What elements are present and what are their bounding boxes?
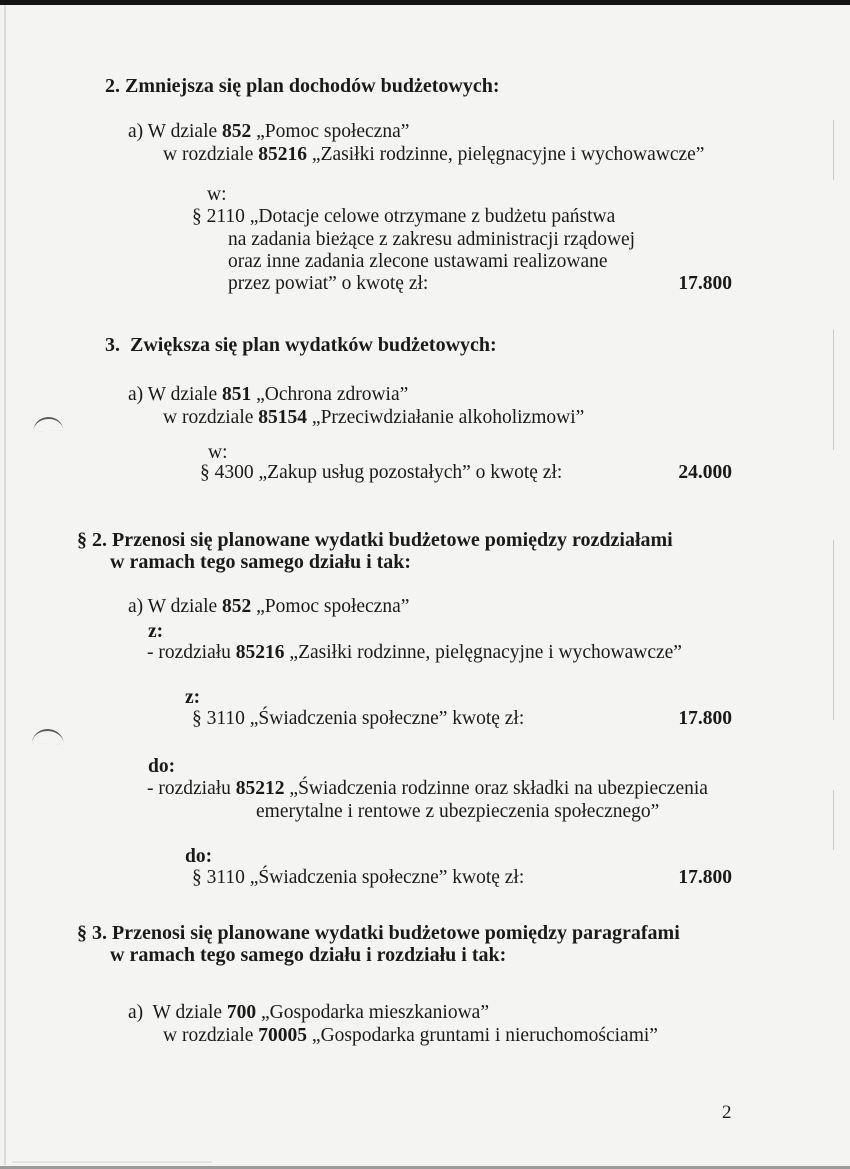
text: w rozdziale — [163, 144, 259, 165]
scan-border-top — [0, 0, 850, 5]
dzial-code: 852 — [222, 121, 252, 142]
section-heading-2: 2. Zmniejsza się plan dochodów budżetowych: — [105, 75, 500, 97]
label-z: z: — [185, 687, 201, 708]
dzial-code: 851 — [222, 384, 252, 405]
label-w: w: — [208, 442, 228, 463]
scan-edge-left — [4, 5, 6, 1165]
text: w rozdziale — [163, 407, 259, 428]
pen-mark — [33, 416, 64, 432]
line-rozdzial-85216 — [163, 143, 704, 166]
rozdzial-code: 85154 — [258, 407, 308, 428]
section-heading-3: 3. Zwiększa się plan wydatków budżetowych: — [105, 334, 497, 356]
text: „Zasiłki rodzinne, pielęgnacyjne i wychowawcze” — [284, 642, 682, 663]
paragraph-3110-line: § 3110 „Świadczenia społeczne” kwotę zł: — [192, 708, 525, 729]
scan-edge-right — [833, 330, 834, 450]
line-dzial-851 — [128, 383, 408, 406]
line-rozdzial-85212-to-cont: emerytalne i rentowe z ubezpieczenia społecznego” — [256, 801, 660, 822]
amount-value: 17.800 — [678, 273, 732, 294]
page-number: 2 — [722, 1102, 732, 1123]
par2-heading-line1: § 2. Przenosi się planowane wydatki budżetowe pomiędzy rozdziałami — [77, 529, 673, 551]
rozdzial-code: 85212 — [235, 778, 285, 799]
par3-heading-line2: w ramach tego samego działu i rozdziału i tak: — [110, 944, 507, 966]
text: „Przeciwdziałanie alkoholizmowi” — [307, 407, 585, 428]
text: „Ochrona zdrowia” — [251, 384, 409, 405]
text: a) W dziale — [128, 596, 223, 617]
label-w: w: — [207, 184, 227, 205]
text: a) W dziale — [128, 1002, 227, 1023]
dzial-code: 852 — [222, 596, 252, 617]
paragraph-3110-line: § 3110 „Świadczenia społeczne” kwotę zł: — [192, 867, 525, 888]
label-do: do: — [185, 846, 213, 867]
text: „Świadczenia rodzinne oraz składki na ubezpieczenia — [284, 778, 708, 799]
line-dzial-852 — [128, 595, 409, 618]
scan-edge-right — [833, 790, 834, 850]
line-dzial-852 — [128, 120, 409, 143]
scan-streak — [12, 1161, 212, 1163]
amount-value: 24.000 — [678, 462, 732, 483]
paragraph-2110-line2: na zadania bieżące z zakresu administracji rządowej — [228, 229, 636, 250]
rozdzial-code: 70005 — [258, 1025, 308, 1046]
line-dzial-700 — [128, 1001, 489, 1024]
line-rozdzial-70005 — [163, 1024, 658, 1047]
text: „Gospodarka mieszkaniowa” — [256, 1002, 489, 1023]
text: a) W dziale — [128, 384, 223, 405]
dzial-code: 700 — [226, 1002, 257, 1023]
rozdzial-code: 85216 — [235, 642, 285, 663]
text: - rozdziału — [147, 642, 236, 663]
paragraph-2110-line1: § 2110 „Dotacje celowe otrzymane z budżetu państwa — [192, 206, 616, 227]
scan-edge-right — [833, 120, 834, 180]
text: „Gospodarka gruntami i nieruchomościami” — [307, 1025, 658, 1046]
pen-mark — [32, 728, 65, 744]
amount-value: 17.800 — [678, 708, 732, 729]
par2-heading-line2: w ramach tego samego działu i tak: — [110, 551, 412, 573]
text: - rozdziału — [147, 778, 236, 799]
text: „Zasiłki rodzinne, pielęgnacyjne i wychowawcze” — [307, 144, 705, 165]
label-do: do: — [148, 756, 176, 777]
par3-heading-line1: § 3. Przenosi się planowane wydatki budżetowe pomiędzy paragrafami — [77, 922, 680, 944]
paragraph-2110-line4: przez powiat” o kwotę zł: — [228, 273, 429, 294]
line-rozdzial-85212-to — [147, 777, 708, 800]
text: w rozdziale — [163, 1025, 259, 1046]
paragraph-2110-line3: oraz inne zadania zlecone ustawami realizowane — [228, 251, 608, 272]
text: a) W dziale — [128, 121, 223, 142]
line-rozdzial-85216-from — [147, 641, 682, 664]
text: „Pomoc społeczna” — [251, 121, 410, 142]
text: „Pomoc społeczna” — [251, 596, 410, 617]
label-z: z: — [148, 621, 164, 642]
paragraph-4300-line: § 4300 „Zakup usług pozostałych” o kwotę zł: — [200, 462, 563, 483]
line-rozdzial-85154 — [163, 406, 584, 429]
scan-edge-right — [833, 540, 834, 720]
rozdzial-code: 85216 — [258, 144, 308, 165]
amount-value: 17.800 — [678, 867, 732, 888]
